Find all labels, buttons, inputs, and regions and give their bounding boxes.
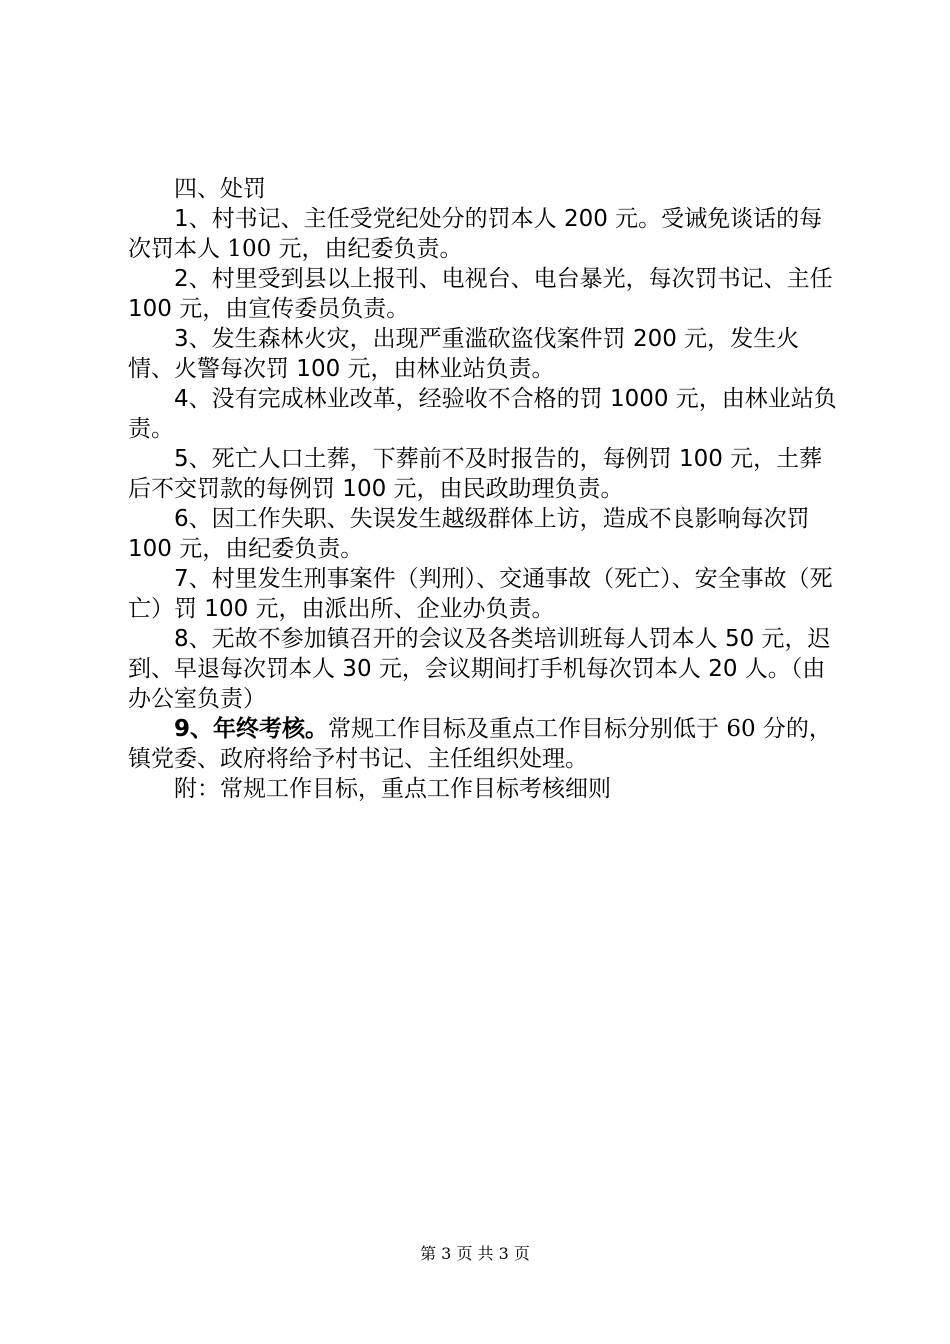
penalty-item-9 (128, 714, 843, 774)
document-body (128, 174, 843, 804)
penalty-item-8 (128, 624, 843, 714)
penalty-item-7: 7、村里发生刑事案件（判刑）、交通事故（死亡）、安全事故（死亡）罚 100 元，由派出所、企业办负责。 (128, 566, 833, 622)
penalty-item-3: 3、发生森林火灾，出现严重滥砍盗伐案件罚 200 元，发生火情、火警每次罚 100 元，由林业站负责。 (128, 326, 800, 382)
penalty-item-9-head: 9、年终考核。 (174, 716, 329, 742)
penalty-item-1 (128, 204, 843, 264)
penalty-item-1-tail: 受诫免谈话的每次罚本人 100 元，由纪委负责。 (128, 206, 823, 262)
penalty-item-4: 4、没有完成林业改革，经验收不合格的罚 1000 元，由林业站负责。 (128, 386, 837, 442)
penalty-item-2: 2、村里受到县以上报刊、电视台、电台暴光，每次罚书记、主任 100 元，由宣传委员负责。 (128, 266, 833, 322)
section-title: 四、处罚 (174, 176, 266, 202)
penalty-item-9-tail: 常规工作目标及重点工作目标分别低于 60 分的，镇党委、政府将给予村书记、主任组织处理。 (128, 716, 832, 772)
page-footer: 第 3 页 共 3 页 (420, 1244, 530, 1263)
penalty-item-1-main: 1、村书记、主任受党纪处分的罚本人 200 元。 (174, 206, 662, 232)
penalty-item-6: 6、因工作失职、失误发生越级群体上访，造成不良影响每次罚 100 元，由纪委负责。 (128, 506, 810, 562)
appendix-line: 附：常规工作目标，重点工作目标考核细则 (174, 776, 611, 802)
penalty-item-8-tail: （由办公室负责） (128, 656, 826, 712)
penalty-item-8-main: 8、无故不参加镇召开的会议及各类培训班每人罚本人 50 元，迟到、早退每次罚本人 30 元，会议期间打手机每次罚本人 20 人。 (128, 626, 831, 682)
penalty-item-5: 5、死亡人口土葬，下葬前不及时报告的，每例罚 100 元，土葬后不交罚款的每例罚 100 元，由民政助理负责。 (128, 446, 823, 502)
